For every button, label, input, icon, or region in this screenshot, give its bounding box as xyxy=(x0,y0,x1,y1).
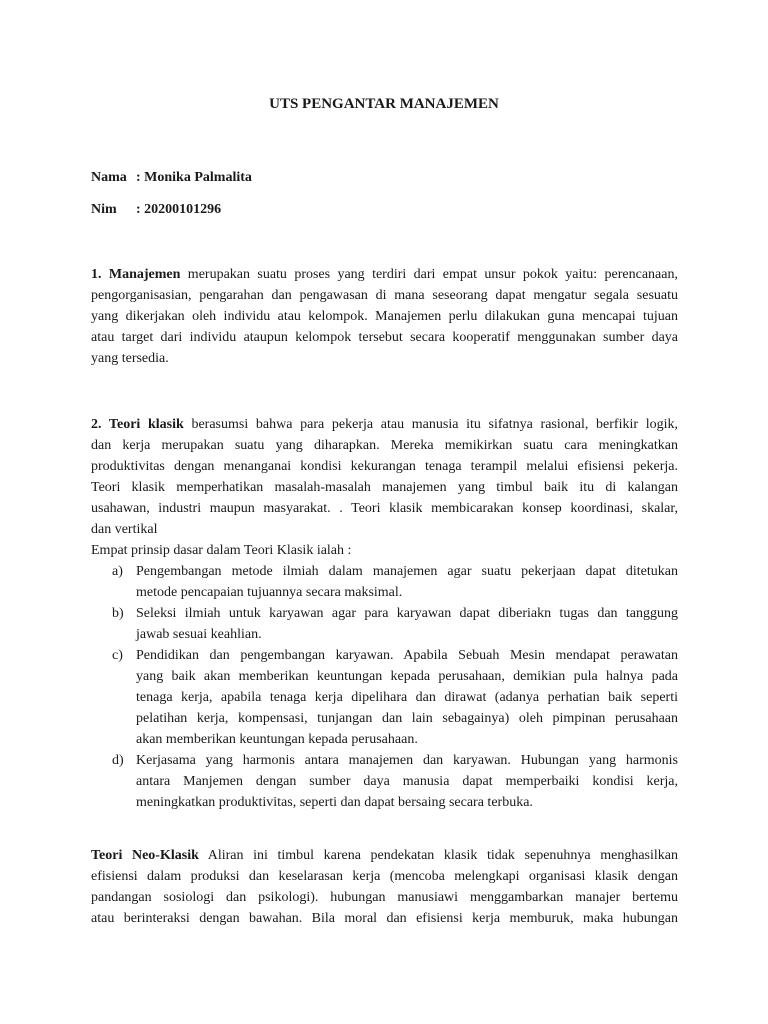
name-label: Nama xyxy=(91,170,127,185)
section-manajemen xyxy=(91,264,678,369)
section-teori-neo-klasik xyxy=(91,845,678,929)
paragraph-line: efisiensi dalam produksi dan keselarasan kerja (mencoba melengkapi organisasi klasik dengan xyxy=(91,869,678,884)
paragraph-line: usahawan, industri maupun masyarakat. . Teori klasik membicarakan konsep koordinasi, skalar, xyxy=(91,501,678,516)
paragraph-line: pandangan sosiologi dan psikologi). hubungan manusiawi menggambarkan manajer bertemu xyxy=(91,890,678,905)
paragraph-line: atau berinteraksi dengan bawahan. Bila moral dan efisiensi kerja memburuk, maka hubungan xyxy=(91,911,678,926)
list-marker: d) xyxy=(112,753,124,768)
section-teori-klasik xyxy=(91,414,678,813)
section-heading: Teori Neo-Klasik xyxy=(91,848,199,863)
list-item: d) Kerjasama yang harmonis antara manajemen dan karyawan. Hubungan yang harmonis antara Manjemen dengan sumber daya manusia dapat memperbaiki kondisi kerja, meningkatkan produktivitas, seperti dan dapat bersaing secara terbuka. xyxy=(91,750,678,813)
list-item: a) Pengembangan metode ilmiah dalam manajemen agar suatu pekerjaan dapat ditetukan metode pencapaian tujuannya secara maksimal. xyxy=(91,561,678,603)
list-item: b) Seleksi ilmiah untuk karyawan agar para karyawan dapat diberiakn tugas dan tanggung jawab sesuai keahlian. xyxy=(91,603,678,645)
list-item: c) Pendidikan dan pengembangan karyawan. Apabila Sebuah Mesin mendapat perawatan yang baik akan memberikan keuntungan kepada perusahaan, demikian pula halnya pada tenaga kerja, apabila tenaga kerja dipelihara dan dirawat (adanya perhatian baik seperti pelatihan kerja, kompensasi, tunjangan dan lain sebagainya) oleh pimpinan perusahaan akan memberikan keuntungan kepada perusahaan. xyxy=(91,645,678,750)
paragraph-line: Teori klasik memperhatikan masalah-masalah manajemen yang timbul baik itu di kalangan xyxy=(91,480,678,495)
paragraph-line: dan vertikal xyxy=(91,522,158,537)
paragraph-line: atau target dari individu ataupun kelompok tersebut secara kooperatif menggunakan sumber daya xyxy=(91,330,678,345)
list-intro: Empat prinsip dasar dalam Teori Klasik ialah : xyxy=(91,543,352,558)
paragraph-line: 2. Teori klasik berasumsi bahwa para pekerja atau manusia itu sifatnya rasional, berfikir logik, xyxy=(91,417,678,432)
paragraph-line: produktivitas dengan menanganai kondisi kekurangan tenaga terampil melalui efisiensi pekerja. xyxy=(91,459,678,474)
paragraph-line: yang dikerjakan oleh individu atau kelompok. Manajemen perlu dilakukan guna mencapai tujuan xyxy=(91,309,678,324)
nim-label: Nim xyxy=(91,202,117,217)
name-row xyxy=(91,169,252,187)
paragraph-line: 1. Manajemen merupakan suatu proses yang terdiri dari empat unsur pokok yaitu: perencanaan, xyxy=(91,267,678,282)
section-heading: 1. Manajemen xyxy=(91,267,181,282)
paragraph-line: yang tersedia. xyxy=(91,351,169,366)
name-value: : Monika Palmalita xyxy=(136,170,252,185)
list-marker: a) xyxy=(112,564,123,579)
document-title: UTS PENGANTAR MANAJEMEN xyxy=(269,96,499,112)
nim-value: : 20200101296 xyxy=(136,202,222,217)
paragraph-line: pengorganisasian, pengarahan dan pengawasan di mana seseorang dapat mengatur segala sesuatu xyxy=(91,288,678,303)
list-marker: b) xyxy=(112,606,124,621)
nim-row xyxy=(91,201,221,219)
paragraph-line: dan kerja merupakan suatu yang diharapkan. Mereka memikirkan suatu cara meningkatkan xyxy=(91,438,678,453)
paragraph-line: Teori Neo-Klasik Aliran ini timbul karena pendekatan klasik tidak sepenuhnya menghasilkan xyxy=(91,848,678,863)
principles-list xyxy=(91,561,678,813)
list-marker: c) xyxy=(112,648,123,663)
section-heading: 2. Teori klasik xyxy=(91,417,184,432)
